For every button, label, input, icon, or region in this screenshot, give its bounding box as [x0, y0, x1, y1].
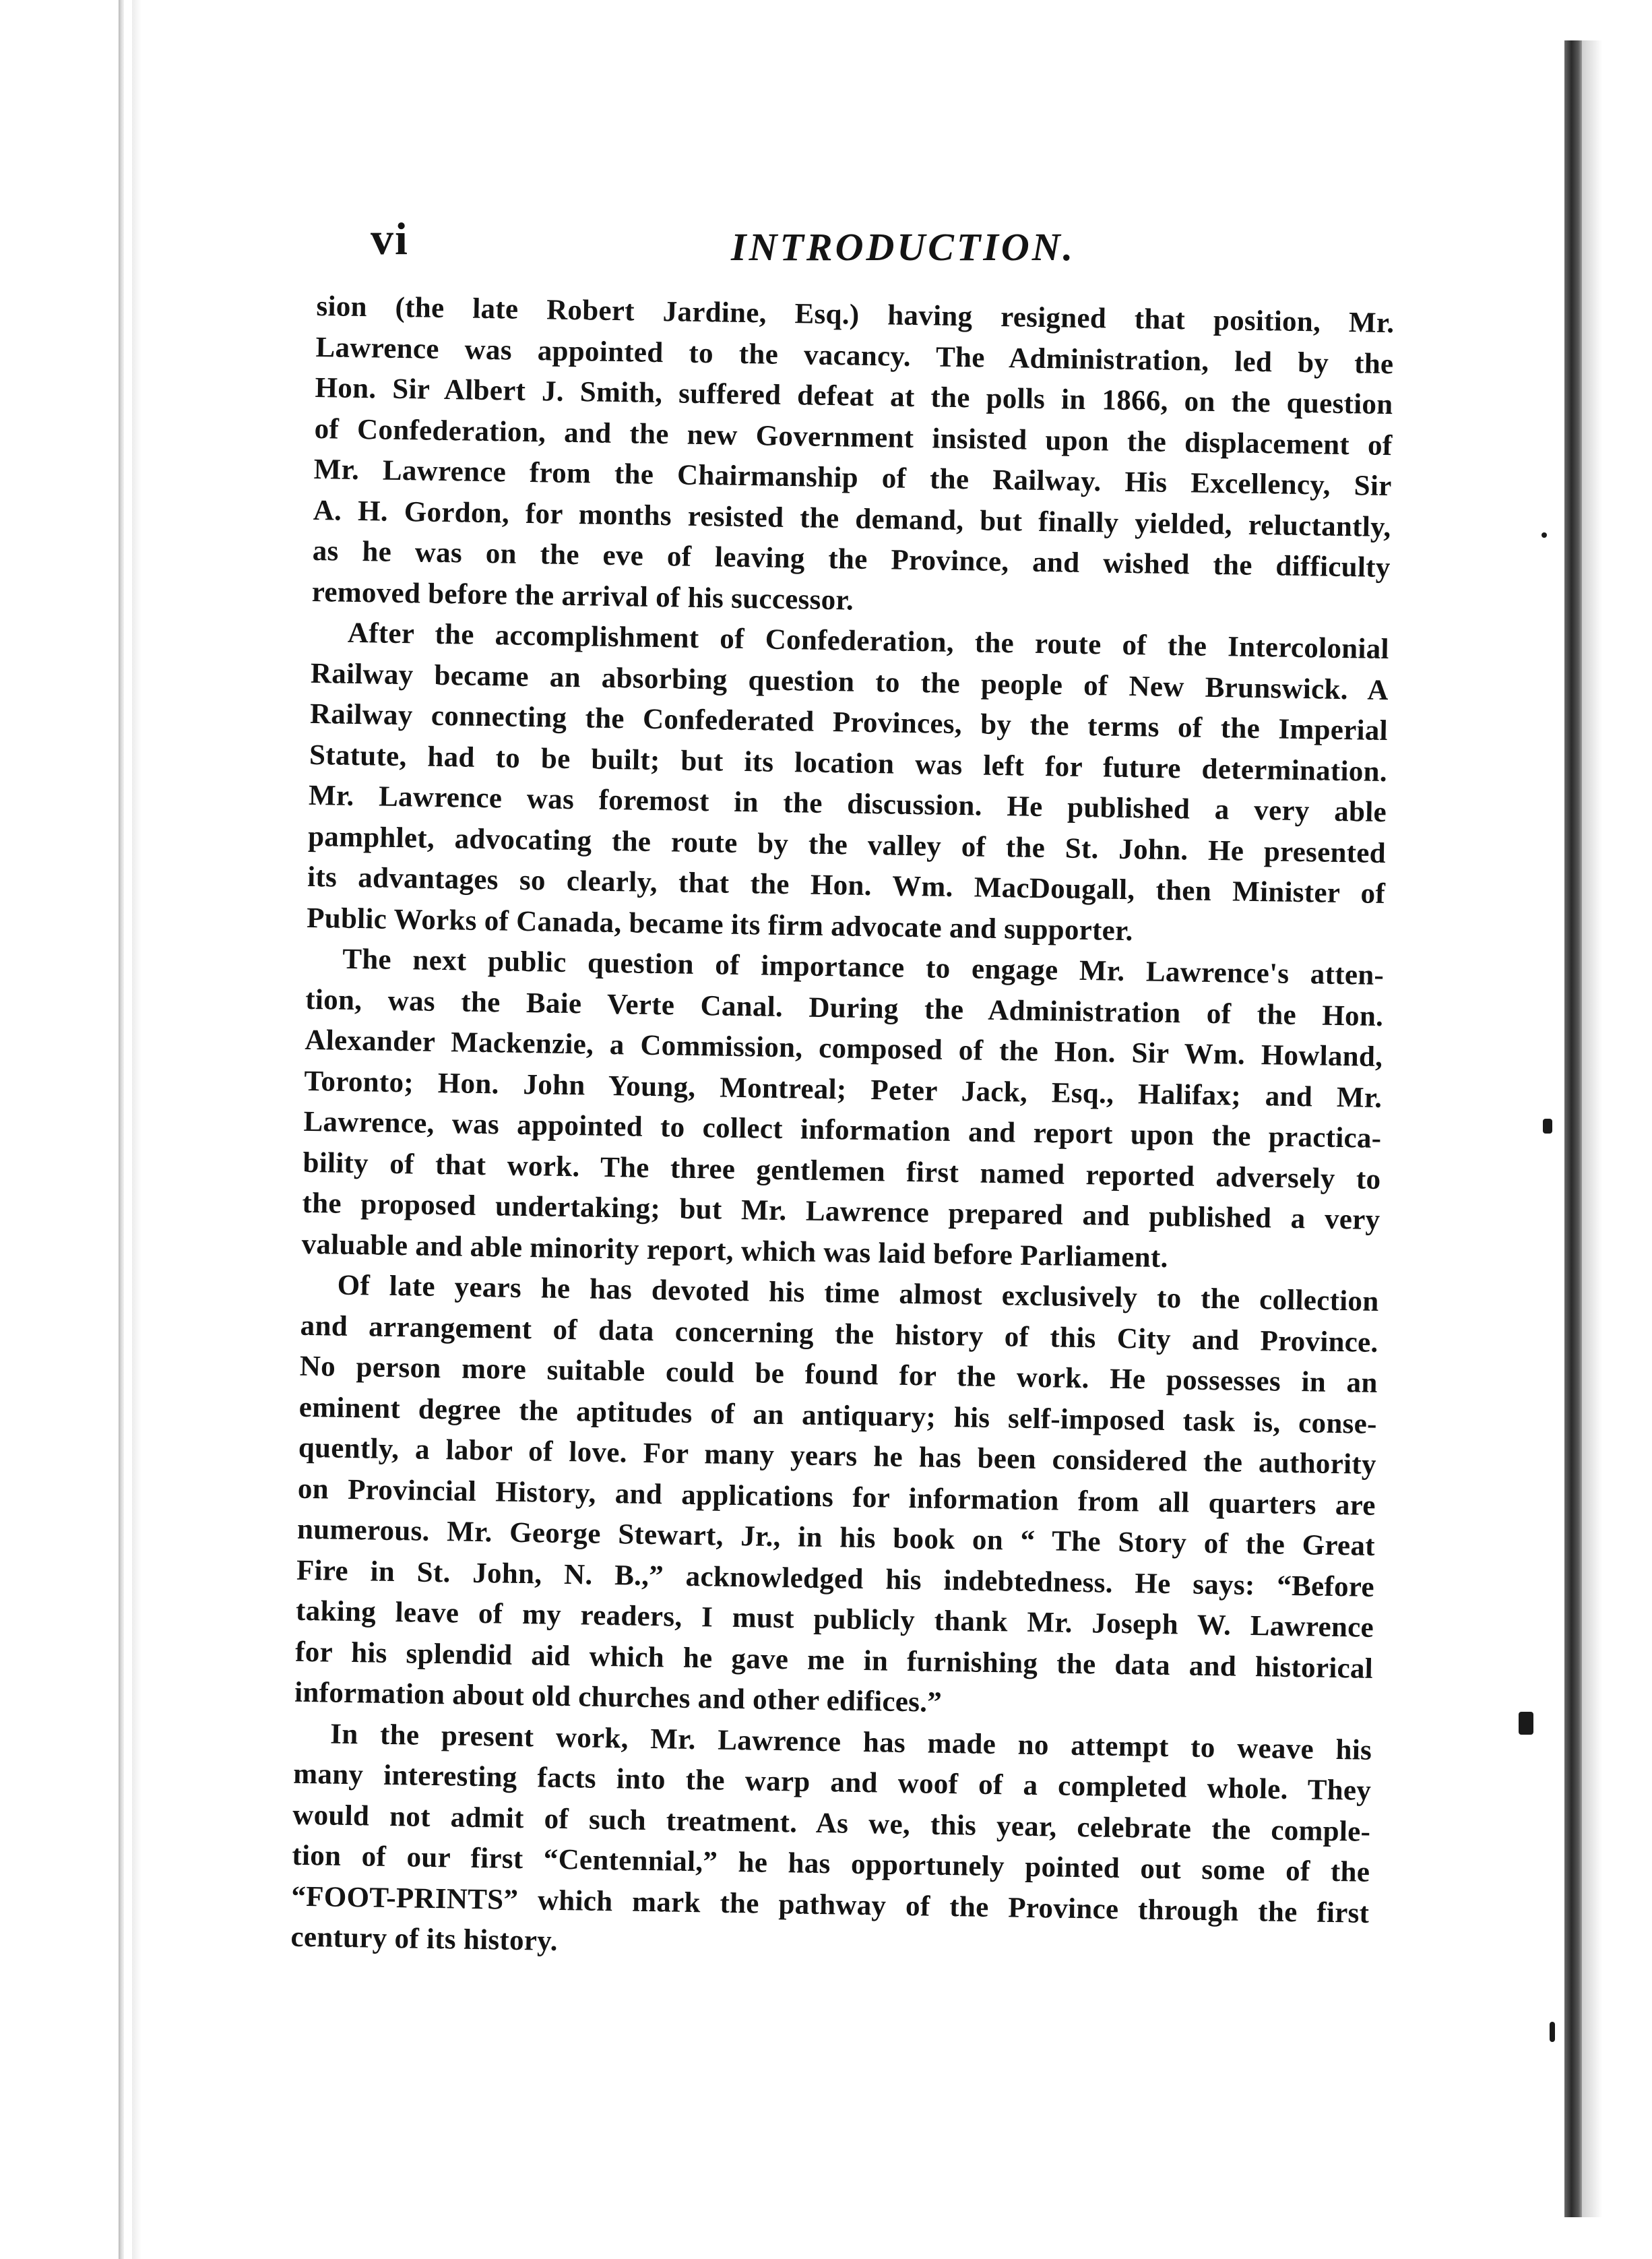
- running-head: [364, 212, 1415, 280]
- paragraph-3: [301, 939, 1384, 1282]
- text-line: for his splendid aid which he gave me in furnishing the data and historical: [294, 1636, 1374, 1685]
- text-line: “FOOT-PRINTS” which mark the pathway of the Province through the first: [291, 1880, 1370, 1929]
- text-line: would not admit of such treatment. As we, this year, celebrate the comple-: [292, 1799, 1371, 1848]
- text-line: Toronto; Hon. John Young, Montreal; Peter Jack, Esq., Halifax; and Mr.: [304, 1065, 1383, 1114]
- text-line: valuable and able minority report, which was laid before Parliament.: [301, 1228, 1168, 1274]
- text-line: bility of that work. The three gentlemen first named reported adversely to: [303, 1146, 1381, 1196]
- text-line: Statute, had to be built; but its location was left for future determination.: [309, 739, 1388, 788]
- text-line: information about old churches and other edifices.”: [294, 1676, 943, 1719]
- edge-speck-mark: [1519, 1712, 1533, 1735]
- body-text: [290, 286, 1395, 1975]
- text-line: In the present work, Mr. Lawrence has made no attempt to weave his: [329, 1718, 1372, 1766]
- text-line: Mr. Lawrence from the Chairmanship of the Railway. His Excellency, Sir: [313, 453, 1392, 503]
- text-line: Fire in St. John, N. B.,” acknowledged his indebtedness. He says: “Before: [296, 1554, 1375, 1603]
- text-line: pamphlet, advocating the route by the valley of the St. John. He presented: [307, 820, 1387, 869]
- edge-speck-mark: [1543, 1119, 1552, 1134]
- text-line: Mr. Lawrence was foremost in the discussion. He published a very able: [308, 779, 1387, 829]
- text-line: as he was on the eve of leaving the Province, and wished the difficulty: [312, 534, 1391, 584]
- text-line: tion of our first “Centennial,” he has opportunely pointed out some of the: [292, 1839, 1370, 1888]
- paragraph-2: [307, 613, 1389, 956]
- page-number: vi: [371, 213, 409, 264]
- paragraph-5: [290, 1713, 1372, 1975]
- text-line: Of late years he has devoted his time almost exclusively to the collection: [337, 1269, 1379, 1318]
- right-page-edge-shadow: [1582, 40, 1602, 2217]
- text-line: The next public question of importance to engage Mr. Lawrence's atten-: [342, 943, 1385, 992]
- text-line: eminent degree the aptitudes of an antiquary; his self-imposed task is, conse-: [298, 1391, 1378, 1440]
- running-title: INTRODUCTION.: [731, 225, 1076, 269]
- text-line: of Confederation, and the new Government insisted upon the displacement of: [314, 412, 1393, 462]
- text-line: Railway connecting the Confederated Provinces, by the terms of the Imperial: [309, 698, 1389, 747]
- right-page-edge: [1564, 40, 1582, 2217]
- left-binding-edge: [119, 0, 124, 2259]
- text-line: and arrangement of data concerning the history of this City and Province.: [300, 1309, 1378, 1359]
- text-line: its advantages so clearly, that the Hon. Wm. MacDougall, then Minister of: [307, 861, 1386, 910]
- edge-speck-mark: [1542, 532, 1547, 538]
- left-binding-shadow: [132, 0, 141, 2259]
- text-line: numerous. Mr. George Stewart, Jr., in his book on “ The Story of the Great: [296, 1513, 1376, 1562]
- text-line: A. H. Gordon, for months resisted the demand, but finally yielded, reluctantly,: [313, 494, 1391, 543]
- text-line: No person more suitable could be found for the work. He possesses in an: [299, 1350, 1378, 1399]
- paragraph-4: [294, 1265, 1379, 1731]
- text-line: removed before the arrival of his successor.: [311, 576, 854, 617]
- text-line: on Provincial History, and applications for information from all quarters are: [297, 1473, 1376, 1522]
- text-line: Public Works of Canada, became its firm advocate and supporter.: [306, 902, 1134, 947]
- edge-speck-mark: [1550, 2022, 1555, 2042]
- text-line: quently, a labor of love. For many years he has been considered the authority: [298, 1431, 1377, 1481]
- text-line: Railway became an absorbing question to the people of New Brunswick. A: [310, 657, 1389, 706]
- text-line: Hon. Sir Albert J. Smith, suffered defeat at the polls in 1866, on the question: [315, 371, 1393, 421]
- text-line: the proposed undertaking; but Mr. Lawrence prepared and published a very: [302, 1187, 1380, 1236]
- text-line: century of its history.: [290, 1921, 559, 1957]
- text-line: many interesting facts into the warp and woof of a completed whole. They: [292, 1758, 1372, 1807]
- text-line: Lawrence, was appointed to collect information and report upon the practica-: [303, 1105, 1382, 1154]
- paragraph-1: [311, 286, 1394, 629]
- text-line: taking leave of my readers, I must publicly thank Mr. Joseph W. Lawrence: [295, 1595, 1374, 1644]
- text-line: sion (the late Robert Jardine, Esq.) having resigned that position, Mr.: [316, 290, 1395, 340]
- text-line: tion, was the Baie Verte Canal. During the Administration of the Hon.: [305, 983, 1384, 1032]
- text-line: Lawrence was appointed to the vacancy. The Administration, led by the: [315, 331, 1394, 380]
- text-line: After the accomplishment of Confederation, the route of the Intercolonial: [347, 617, 1390, 666]
- text-line: Alexander Mackenzie, a Commission, composed of the Hon. Sir Wm. Howland,: [305, 1024, 1383, 1073]
